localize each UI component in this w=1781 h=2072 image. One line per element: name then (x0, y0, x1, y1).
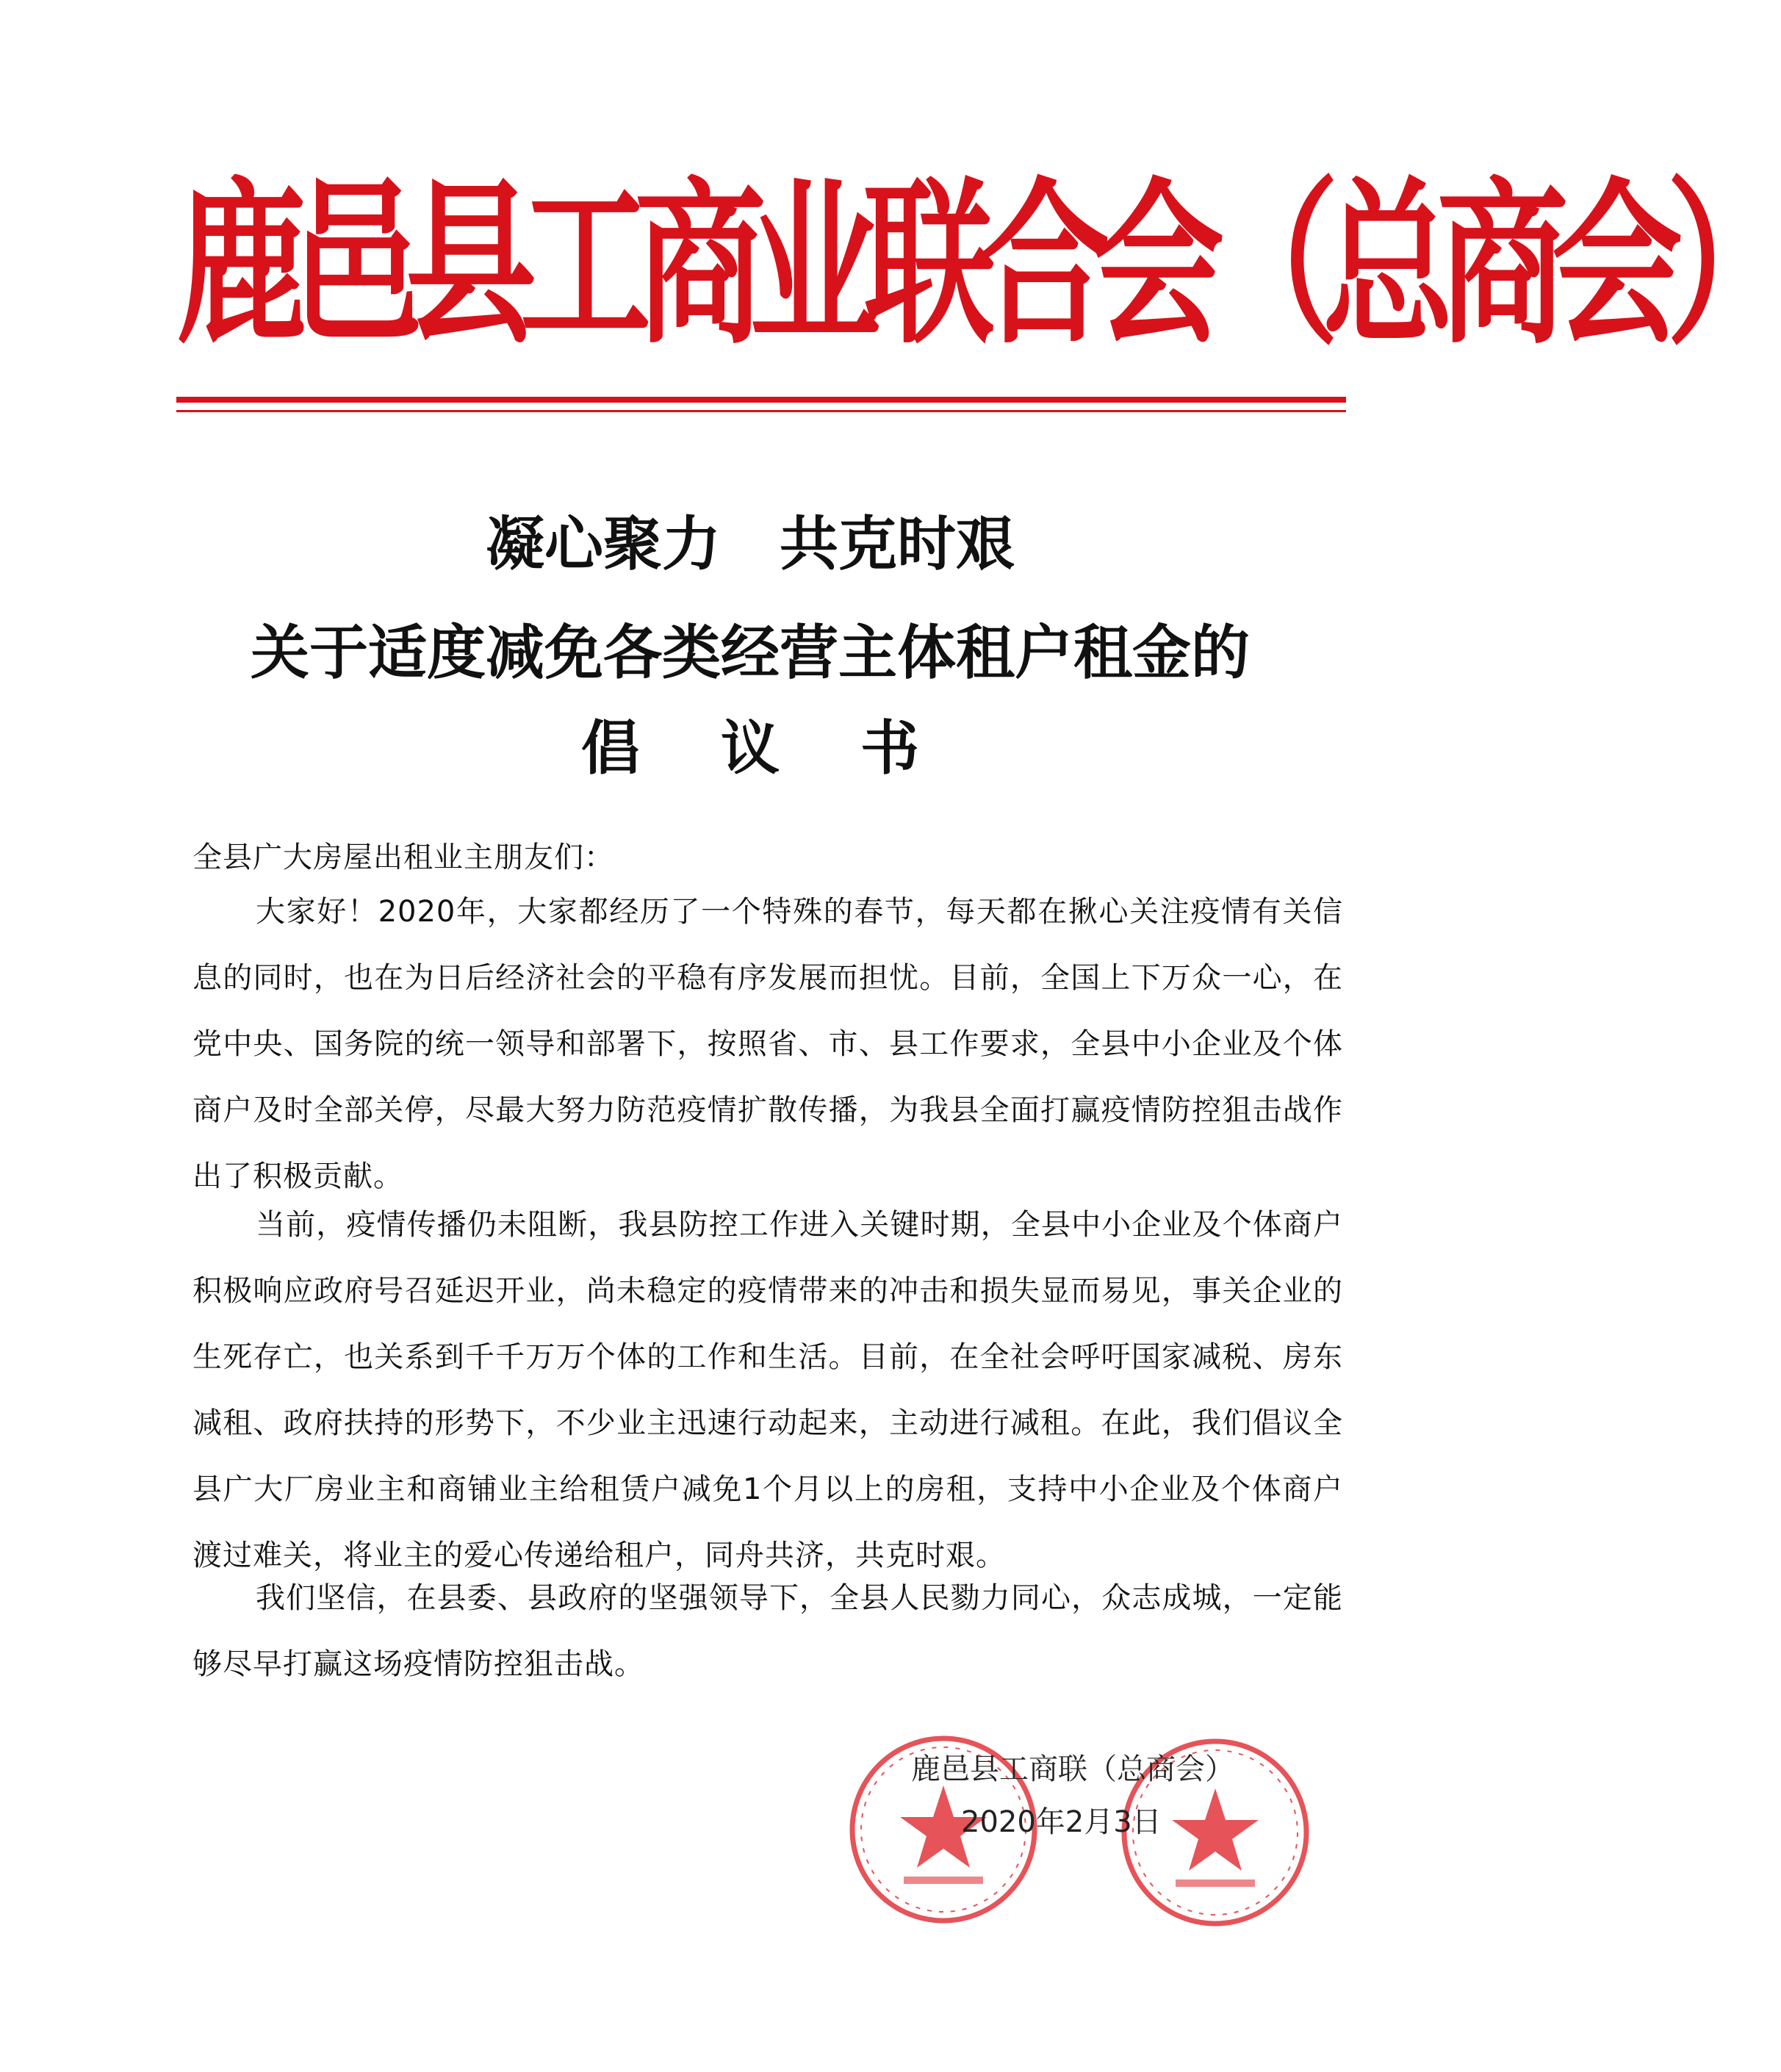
salutation: 全县广大房屋出租业主朋友们： (193, 841, 614, 874)
document-title-line-2: 关于适度减免各类经营主体租户租金的 (251, 618, 1250, 687)
letterhead-rule-thin (176, 410, 1346, 412)
letterhead-rule-thick (176, 397, 1346, 403)
document-title-line-3: 倡议书 (581, 713, 1000, 783)
body-paragraph-1: 大家好！2020年，大家都经历了一个特殊的春节，每天都在揪心关注疫情有关信息的同时，也在为日后经济社会的平稳有序发展而担忧。目前，全国上下万众一心，在党中央、国务院的统一领导和部署下，按照省、市、县工作要求，全县中小企业及个体商户及时全部关停，尽最大努力防范疫情扩散传播，为我县全面打赢疫情防控狙击战作出了积极贡献。 (193, 895, 1343, 1193)
body-paragraph-3: 我们坚信，在县委、县政府的坚强领导下，全县人民勠力同心，众志成城，一定能够尽早打赢这场疫情防控狙击战。 (193, 1581, 1343, 1681)
document-title-line-1: 凝心聚力 共克时艰 (486, 509, 1015, 578)
signature-organization: 鹿邑县工商联（总商会） (911, 1752, 1234, 1786)
letterhead-title: 鹿邑县工商业联合会（总商会） (176, 160, 1781, 368)
body-paragraph-2: 当前，疫情传播仍未阻断，我县防控工作进入关键时期，全县中小企业及个体商户积极响应政府号召延迟开业，尚未稳定的疫情带来的冲击和损失显而易见，事关企业的生死存亡，也关系到千千万万个体的工作和生活。目前，在全社会呼吁国家减税、房东减租、政府扶持的形势下，不少业主迅速行动起来，主动进行减租。在此，我们倡议全县广大厂房业主和商铺业主给租赁户减免1个月以上的房租，支持中小企业及个体商户渡过难关，将业主的爱心传递给租户，同舟共济，共克时艰。 (193, 1208, 1343, 1572)
signature-date: 2020年2月3日 (961, 1805, 1162, 1839)
